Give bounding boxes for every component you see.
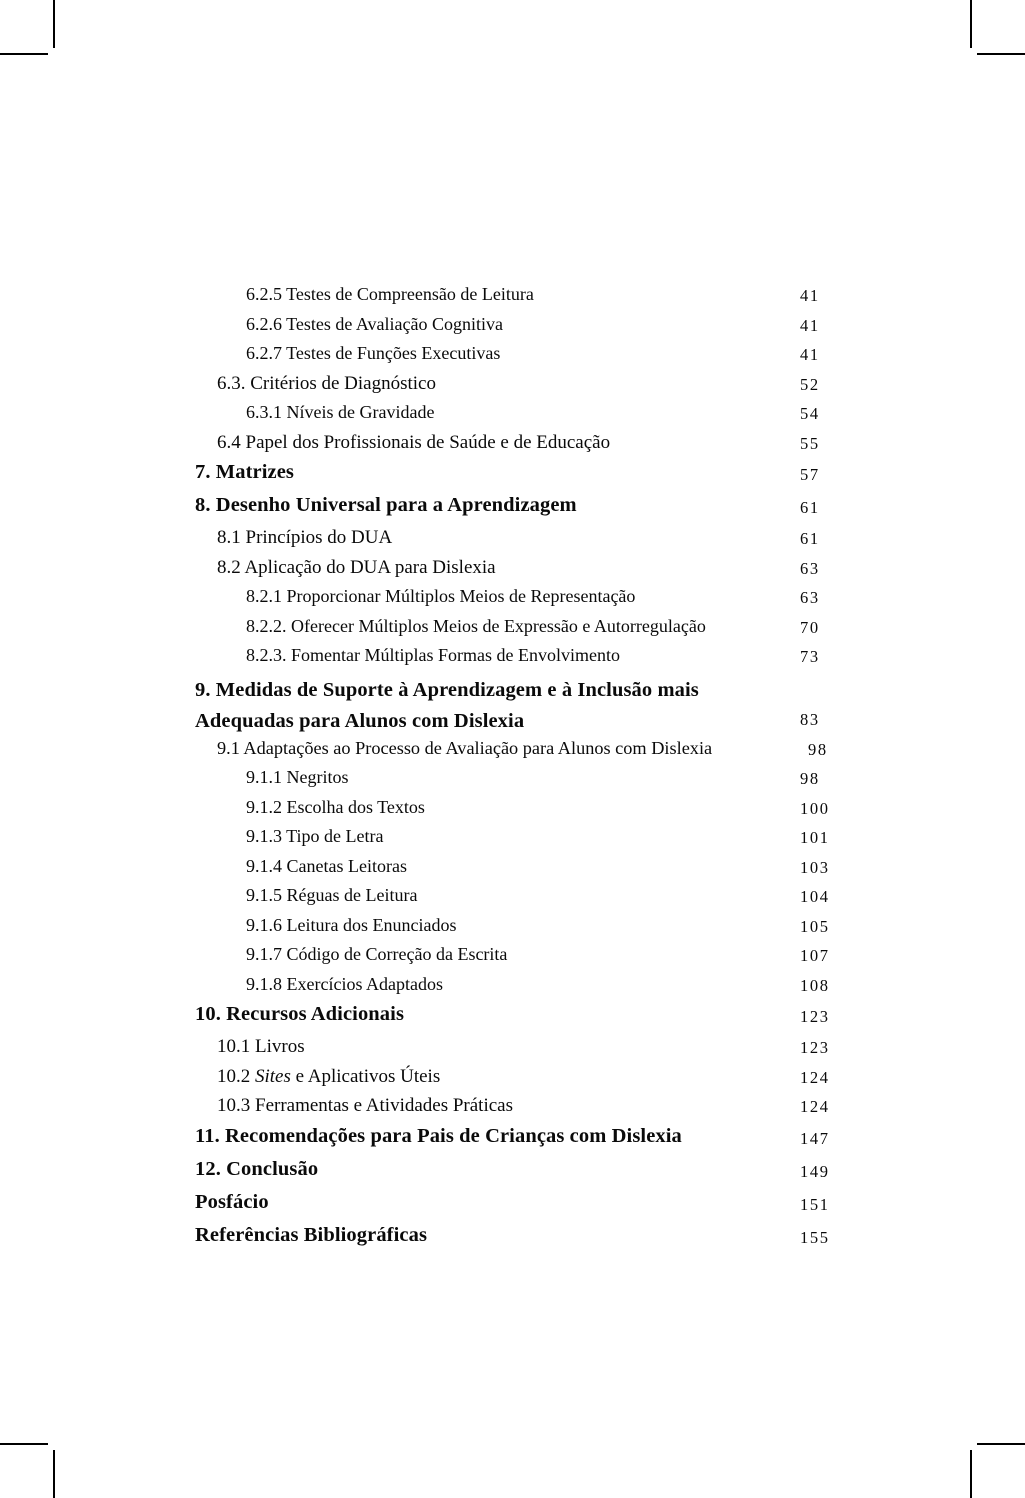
toc-entry[interactable] bbox=[193, 1191, 843, 1224]
toc-entry-page-number: 123 bbox=[800, 1038, 830, 1057]
toc-entry-page-number: 52 bbox=[800, 374, 820, 394]
toc-entry-title: 8.2.1 Proporcionar Múltiplos Meios de Representação bbox=[246, 586, 636, 606]
toc-entry[interactable] bbox=[193, 856, 843, 886]
crop-mark-top-right-vertical bbox=[970, 0, 972, 48]
toc-entry-page-number: 54 bbox=[800, 404, 820, 423]
toc-entry[interactable] bbox=[193, 1036, 843, 1066]
toc-entry-title: 9.1.4 Canetas Leitoras bbox=[246, 855, 407, 876]
toc-entry-page-number: 63 bbox=[800, 588, 820, 607]
toc-entry-page-number: 149 bbox=[800, 1161, 830, 1181]
toc-entry-page-number: 55 bbox=[800, 433, 820, 453]
toc-entry-title: 9.1.3 Tipo de Letra bbox=[246, 826, 384, 846]
toc-entry-title: 6.4 Papel dos Profissionais de Saúde e de Educação bbox=[217, 431, 611, 453]
toc-entry[interactable] bbox=[193, 1158, 843, 1191]
toc-entry-page-number: 147 bbox=[800, 1128, 830, 1148]
toc-entry-page-number: 98 bbox=[800, 769, 820, 788]
toc-entry-page-number: 61 bbox=[800, 529, 820, 548]
crop-mark-top-left-horizontal bbox=[0, 53, 48, 55]
toc-entry[interactable] bbox=[193, 373, 843, 403]
toc-entry[interactable] bbox=[193, 1003, 843, 1036]
toc-entry-title: 8.1 Princípios do DUA bbox=[217, 527, 393, 548]
crop-mark-bottom-left-horizontal bbox=[0, 1443, 48, 1445]
toc-entry-title: 8. Desenho Universal para a Aprendizagem bbox=[195, 494, 577, 516]
toc-entry-page-number: 104 bbox=[800, 887, 830, 906]
toc-entry-title: 6.2.7 Testes de Funções Executivas bbox=[246, 343, 501, 363]
toc-entry-title: 9.1 Adaptações ao Processo de Avaliação para Alunos com Dislexia bbox=[217, 737, 713, 758]
crop-mark-bottom-right-vertical bbox=[970, 1450, 972, 1498]
toc-entry-page-number: 108 bbox=[800, 975, 830, 995]
crop-mark-top-right-horizontal bbox=[977, 53, 1025, 55]
crop-mark-bottom-left-vertical bbox=[53, 1450, 55, 1498]
toc-entry[interactable] bbox=[193, 974, 843, 1004]
toc-entry[interactable] bbox=[193, 797, 843, 827]
toc-entry[interactable] bbox=[193, 1224, 843, 1257]
toc-entry-title: 7. Matrizes bbox=[195, 461, 294, 483]
toc-entry-title: 9.1.5 Réguas de Leitura bbox=[246, 885, 418, 905]
toc-entry-page-number: 103 bbox=[800, 857, 830, 877]
toc-entry-title: 9.1.7 Código de Correção da Escrita bbox=[246, 944, 508, 964]
toc-entry-title: 6.3.1 Níveis de Gravidade bbox=[246, 402, 435, 422]
toc-entry-title: Posfácio bbox=[195, 1190, 269, 1213]
toc-entry-page-number: 101 bbox=[800, 828, 830, 847]
toc-entry[interactable] bbox=[193, 885, 843, 915]
toc-entry[interactable] bbox=[193, 432, 843, 462]
toc-entry-title: Referências Bibliográficas bbox=[195, 1223, 428, 1246]
toc-entry-page-number: 124 bbox=[800, 1097, 830, 1116]
crop-mark-bottom-right-horizontal bbox=[977, 1443, 1025, 1445]
crop-mark-top-left-vertical bbox=[53, 0, 55, 48]
toc-entry-title: 6.3. Critérios de Diagnóstico bbox=[217, 372, 436, 394]
toc-entry-page-number: 41 bbox=[800, 345, 820, 364]
toc-entry[interactable] bbox=[193, 1066, 843, 1096]
toc-entry[interactable] bbox=[193, 738, 843, 768]
toc-entry[interactable] bbox=[193, 944, 843, 974]
toc-entry-title: 10. Recursos Adicionais bbox=[195, 1003, 405, 1025]
toc-entry[interactable] bbox=[193, 915, 843, 945]
toc-entry-page-number: 100 bbox=[800, 798, 830, 818]
toc-entry-title: 10.3 Ferramentas e Atividades Práticas bbox=[217, 1095, 514, 1116]
toc-entry-title: 9.1.1 Negritos bbox=[246, 767, 349, 787]
toc-entry[interactable] bbox=[193, 343, 843, 373]
toc-entry[interactable] bbox=[193, 616, 843, 646]
toc-entry-title: 6.2.5 Testes de Compreensão de Leitura bbox=[246, 284, 534, 304]
toc-entry-title: 9.1.2 Escolha dos Textos bbox=[246, 796, 425, 817]
table-of-contents bbox=[193, 284, 843, 1257]
toc-entry-title: 6.2.6 Testes de Avaliação Cognitiva bbox=[246, 313, 504, 334]
toc-entry-page-number: 61 bbox=[800, 498, 820, 517]
toc-entry-page-number: 57 bbox=[800, 465, 820, 484]
toc-entry-title: 11. Recomendações para Pais de Crianças com Dislexia bbox=[195, 1124, 682, 1147]
toc-entry-title: 8.2.3. Fomentar Múltiplas Formas de Envolvimento bbox=[246, 645, 620, 665]
toc-entry-page-number: 155 bbox=[800, 1227, 830, 1247]
toc-entry[interactable] bbox=[193, 645, 843, 675]
toc-entry-title: 9.1.8 Exercícios Adaptados bbox=[246, 973, 443, 994]
toc-entry[interactable] bbox=[193, 314, 843, 344]
toc-entry[interactable] bbox=[193, 1125, 843, 1158]
toc-entry[interactable] bbox=[193, 557, 843, 587]
emphasised-word: Sites bbox=[255, 1065, 291, 1087]
toc-entry[interactable] bbox=[193, 527, 843, 557]
toc-entry-page-number: 73 bbox=[800, 647, 820, 666]
toc-entry[interactable] bbox=[193, 1095, 843, 1125]
toc-entry[interactable] bbox=[193, 494, 843, 527]
toc-entry-title: 8.2 Aplicação do DUA para Dislexia bbox=[217, 556, 496, 578]
toc-entry-title: 10.2 Sites e Aplicativos Úteis bbox=[217, 1065, 441, 1087]
toc-entry-page-number: 83 bbox=[800, 709, 820, 729]
toc-entry-title: 10.1 Livros bbox=[217, 1036, 305, 1057]
toc-entry[interactable] bbox=[193, 402, 843, 432]
toc-entry[interactable] bbox=[193, 675, 843, 738]
toc-entry-title: 12. Conclusão bbox=[195, 1157, 319, 1180]
toc-entry-title: 9.1.6 Leitura dos Enunciados bbox=[246, 914, 457, 935]
toc-entry-page-number: 70 bbox=[800, 617, 820, 637]
toc-entry-page-number: 151 bbox=[800, 1194, 830, 1214]
toc-entry-page-number: 107 bbox=[800, 946, 830, 965]
toc-entry-page-number: 105 bbox=[800, 916, 830, 936]
toc-entry-page-number: 98 bbox=[808, 739, 828, 759]
toc-entry-title: 9. Medidas de Suporte à Aprendizagem e à Inclusão mais Adequadas para Alunos com Dislexia bbox=[195, 678, 699, 732]
toc-entry-page-number: 124 bbox=[800, 1067, 830, 1087]
toc-entry[interactable] bbox=[193, 826, 843, 856]
toc-entry-page-number: 41 bbox=[800, 286, 820, 305]
toc-entry[interactable] bbox=[193, 767, 843, 797]
toc-entry-page-number: 41 bbox=[800, 315, 820, 335]
toc-entry-page-number: 123 bbox=[800, 1007, 830, 1026]
toc-entry[interactable] bbox=[193, 586, 843, 616]
toc-entry-title: 8.2.2. Oferecer Múltiplos Meios de Expressão e Autorregulação bbox=[246, 615, 706, 636]
toc-entry[interactable] bbox=[193, 284, 843, 314]
toc-entry-page-number: 63 bbox=[800, 558, 820, 578]
toc-entry[interactable] bbox=[193, 461, 843, 494]
